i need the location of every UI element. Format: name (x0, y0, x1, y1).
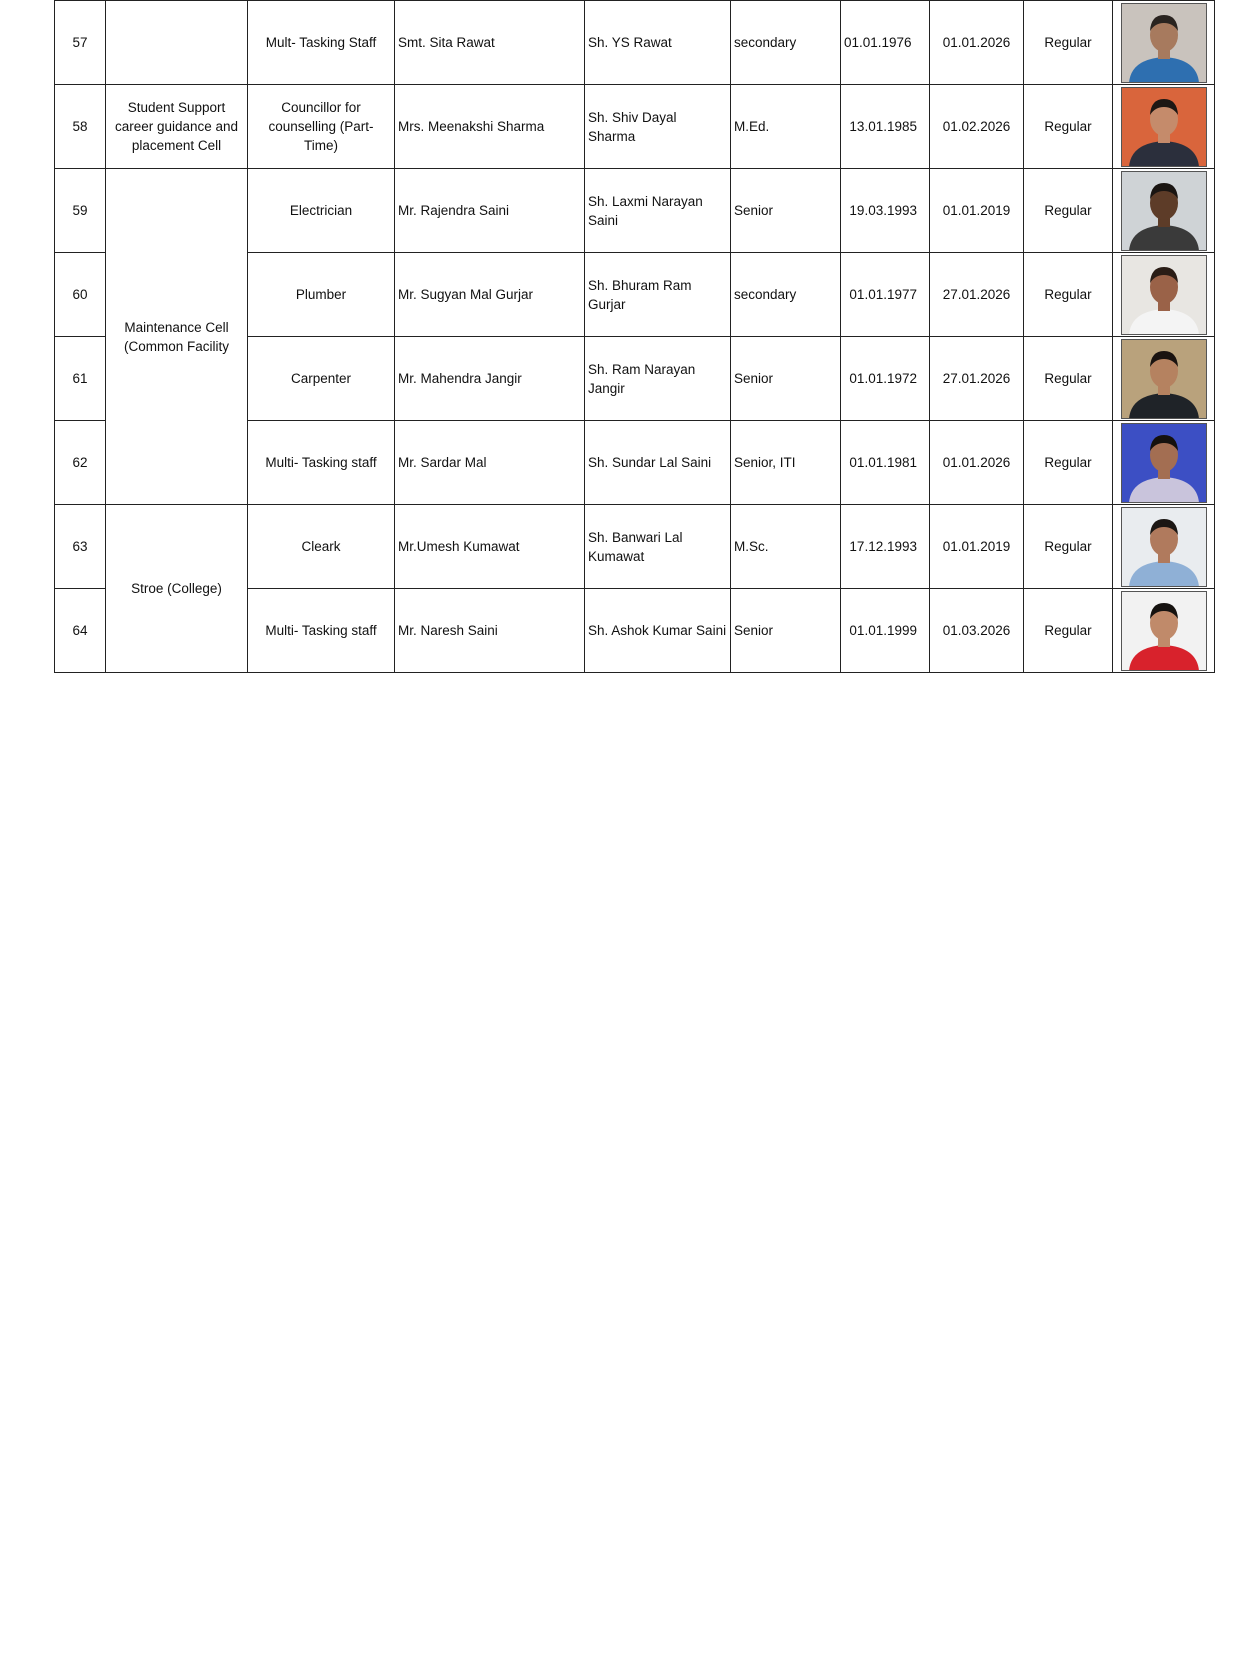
father-name-cell: Sh. Ram Narayan Jangir (585, 337, 731, 421)
qualification-cell: secondary (731, 1, 841, 85)
date-of-birth-cell: 17.12.1993 (841, 505, 930, 589)
employment-status-cell: Regular (1024, 337, 1113, 421)
employment-status-cell: Regular (1024, 505, 1113, 589)
photo-cell (1113, 253, 1215, 337)
date-of-joining-cell: 01.01.2026 (930, 421, 1024, 505)
date-of-joining-cell: 01.03.2026 (930, 589, 1024, 673)
employment-status-cell: Regular (1024, 253, 1113, 337)
serial-number: 64 (55, 589, 106, 673)
qualification-cell: Senior (731, 337, 841, 421)
designation-cell: Cleark (248, 505, 395, 589)
qualification-cell: M.Sc. (731, 505, 841, 589)
father-name-cell: Sh. Shiv Dayal Sharma (585, 85, 731, 169)
designation-cell: Plumber (248, 253, 395, 337)
employee-name-cell: Mr. Mahendra Jangir (395, 337, 585, 421)
employee-name-cell: Smt. Sita Rawat (395, 1, 585, 85)
portrait-man-red-shirt (1121, 591, 1207, 671)
portrait-woman-dark-dress (1121, 87, 1207, 167)
photo-cell (1113, 505, 1215, 589)
table-row (55, 169, 1215, 253)
qualification-cell: Senior (731, 589, 841, 673)
date-of-joining-cell: 01.02.2026 (930, 85, 1024, 169)
father-name-cell: Sh. Banwari Lal Kumawat (585, 505, 731, 589)
photo-cell (1113, 337, 1215, 421)
section-cell-empty (106, 1, 248, 85)
date-of-joining-cell: 27.01.2026 (930, 337, 1024, 421)
date-of-joining-cell: 01.01.2026 (930, 1, 1024, 85)
date-of-joining-cell: 27.01.2026 (930, 253, 1024, 337)
serial-number: 63 (55, 505, 106, 589)
employee-name-cell: Mr.Umesh Kumawat (395, 505, 585, 589)
designation-cell: Mult- Tasking Staff (248, 1, 395, 85)
date-of-birth-cell: 01.01.1981 (841, 421, 930, 505)
date-of-joining-cell: 01.01.2019 (930, 505, 1024, 589)
date-of-birth-cell: 01.01.1977 (841, 253, 930, 337)
table-row (55, 1, 1215, 85)
date-of-birth-cell: 01.01.1976 (841, 1, 930, 85)
portrait-man-light-shirt (1121, 507, 1207, 587)
date-of-birth-cell: 19.03.1993 (841, 169, 930, 253)
employee-name-cell: Mr. Sugyan Mal Gurjar (395, 253, 585, 337)
section-store: Stroe (College) (106, 505, 248, 673)
table-row (55, 505, 1215, 589)
portrait-man-blue-backdrop (1121, 423, 1207, 503)
designation-cell: Multi- Tasking staff (248, 589, 395, 673)
employee-name-cell: Mrs. Meenakshi Sharma (395, 85, 585, 169)
photo-cell (1113, 169, 1215, 253)
serial-number: 61 (55, 337, 106, 421)
portrait-man-white-shirt (1121, 255, 1207, 335)
portrait-man-striped-shirt (1121, 171, 1207, 251)
employment-status-cell: Regular (1024, 1, 1113, 85)
father-name-cell: Sh. Sundar Lal Saini (585, 421, 731, 505)
date-of-birth-cell: 01.01.1972 (841, 337, 930, 421)
designation-cell: Multi- Tasking staff (248, 421, 395, 505)
father-name-cell: Sh. Bhuram Ram Gurjar (585, 253, 731, 337)
qualification-cell: M.Ed. (731, 85, 841, 169)
staff-table (54, 0, 1215, 673)
photo-cell (1113, 589, 1215, 673)
table-row (55, 85, 1215, 169)
employee-name-cell: Mr. Naresh Saini (395, 589, 585, 673)
qualification-cell: Senior, ITI (731, 421, 841, 505)
photo-cell (1113, 421, 1215, 505)
photo-cell (1113, 1, 1215, 85)
designation-cell: Councillor for counselling (Part- Time) (248, 85, 395, 169)
employment-status-cell: Regular (1024, 169, 1113, 253)
section-maintenance-cell: Maintenance Cell (Common Facility (106, 169, 248, 505)
employment-status-cell: Regular (1024, 421, 1113, 505)
serial-number: 60 (55, 253, 106, 337)
serial-number: 62 (55, 421, 106, 505)
employee-name-cell: Mr. Rajendra Saini (395, 169, 585, 253)
designation-cell: Electrician (248, 169, 395, 253)
serial-number: 59 (55, 169, 106, 253)
date-of-joining-cell: 01.01.2019 (930, 169, 1024, 253)
father-name-cell: Sh. YS Rawat (585, 1, 731, 85)
photo-cell (1113, 85, 1215, 169)
qualification-cell: Senior (731, 169, 841, 253)
date-of-birth-cell: 13.01.1985 (841, 85, 930, 169)
employee-name-cell: Mr. Sardar Mal (395, 421, 585, 505)
date-of-birth-cell: 01.01.1999 (841, 589, 930, 673)
employment-status-cell: Regular (1024, 589, 1113, 673)
father-name-cell: Sh. Laxmi Narayan Saini (585, 169, 731, 253)
father-name-cell: Sh. Ashok Kumar Saini (585, 589, 731, 673)
serial-number: 58 (55, 85, 106, 169)
serial-number: 57 (55, 1, 106, 85)
portrait-woman-blue-scarf (1121, 3, 1207, 83)
qualification-cell: secondary (731, 253, 841, 337)
portrait-man-dark-shirt (1121, 339, 1207, 419)
section-student-support: Student Support career guidance and placement Cell (106, 85, 248, 169)
designation-cell: Carpenter (248, 337, 395, 421)
employment-status-cell: Regular (1024, 85, 1113, 169)
